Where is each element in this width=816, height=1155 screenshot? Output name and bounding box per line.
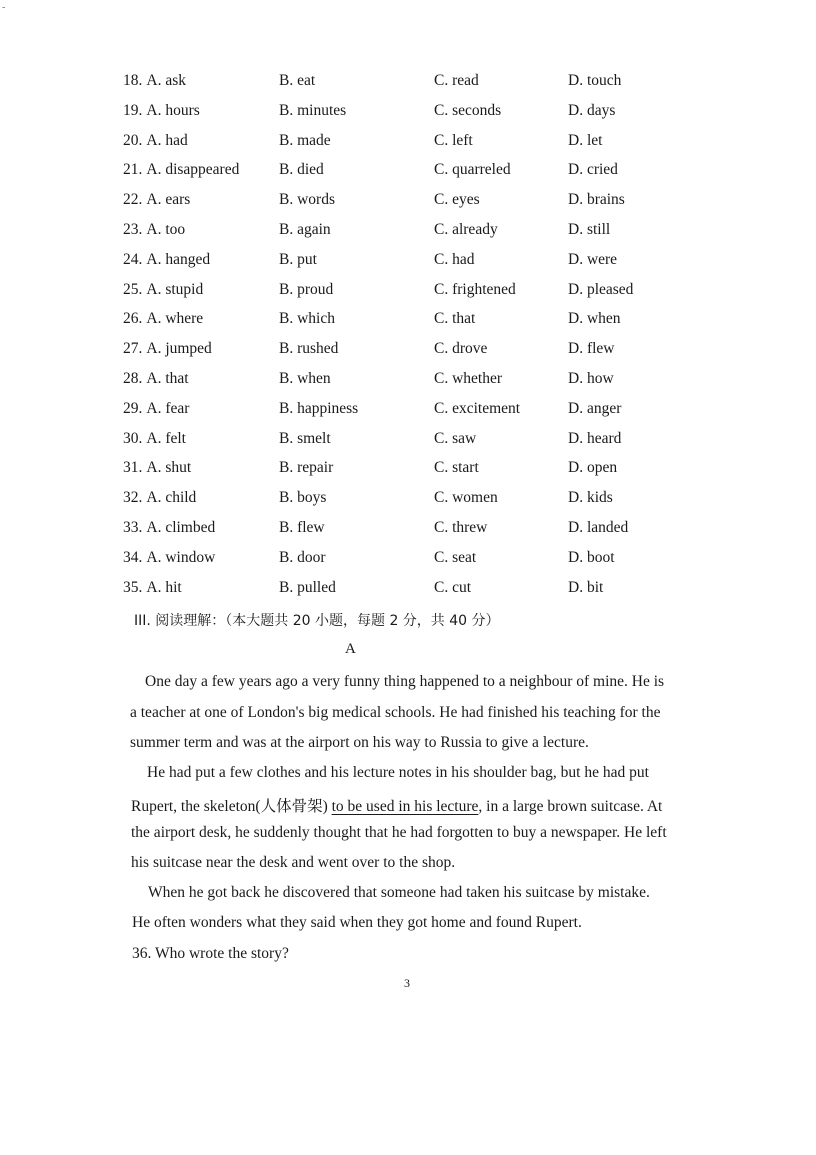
question-number: 20. — [123, 132, 143, 149]
question-number: 31. — [123, 459, 143, 476]
passage-line — [131, 794, 662, 816]
passage-line: One day a few years ago a very funny thing happened to a neighbour of mine. He is — [145, 673, 665, 690]
option-d: D. let — [568, 132, 603, 149]
question-number: 23. — [123, 221, 143, 238]
question-number: 29. — [123, 400, 143, 417]
option-a: A. shut — [146, 459, 192, 476]
option-b: B. flew — [279, 519, 325, 536]
option-d: D. landed — [568, 519, 629, 536]
question-row — [0, 132, 816, 156]
option-b: B. made — [279, 132, 331, 149]
option-d: D. open — [568, 459, 618, 476]
question-number-and-option-a — [123, 102, 200, 120]
option-c: C. read — [434, 72, 479, 89]
option-d: D. how — [568, 370, 614, 387]
option-c: C. had — [434, 251, 475, 268]
option-d: D. boot — [568, 549, 615, 566]
passage-line: the airport desk, he suddenly thought that he had forgotten to buy a newspaper. He left — [131, 824, 667, 841]
question-row — [0, 489, 816, 513]
corner-mark: - — [2, 2, 6, 13]
option-d: D. heard — [568, 430, 622, 447]
question-number-and-option-a — [123, 370, 189, 388]
question-row — [0, 72, 816, 96]
question-number: 18. — [123, 72, 143, 89]
question-number-and-option-a — [123, 310, 203, 328]
option-d: D. days — [568, 102, 616, 119]
option-a: A. hanged — [146, 251, 211, 268]
option-b: B. again — [279, 221, 331, 238]
question-number-and-option-a — [123, 251, 210, 269]
question-row — [0, 519, 816, 543]
option-d: D. kids — [568, 489, 613, 506]
question-number: 22. — [123, 191, 143, 208]
option-b: B. happiness — [279, 400, 359, 417]
option-b: B. eat — [279, 72, 316, 89]
option-d: D. brains — [568, 191, 625, 208]
question-number: 19. — [123, 102, 143, 119]
option-c: C. eyes — [434, 191, 480, 208]
question-number-and-option-a — [123, 340, 212, 358]
option-d: D. when — [568, 310, 621, 327]
question-row — [0, 459, 816, 483]
option-b: B. rushed — [279, 340, 339, 357]
option-b: B. pulled — [279, 579, 336, 596]
option-b: B. when — [279, 370, 331, 387]
option-c: C. left — [434, 132, 473, 149]
passage-line: his suitcase near the desk and went over to the shop. — [131, 854, 456, 871]
question-number-and-option-a — [123, 191, 190, 209]
option-c: C. that — [434, 310, 476, 327]
question-number: 30. — [123, 430, 143, 447]
option-a: A. that — [146, 370, 189, 387]
question-number: 35. — [123, 579, 143, 596]
question-number-and-option-a — [123, 281, 203, 299]
option-b: B. which — [279, 310, 335, 327]
option-a: A. too — [146, 221, 186, 238]
question-row — [0, 221, 816, 245]
question-number: 21. — [123, 161, 143, 178]
question-number: 25. — [123, 281, 143, 298]
section-title: III. 阅读理解：（本大题共 20 小题，每题 2 分，共 40 分） — [134, 613, 500, 629]
option-a: A. had — [146, 132, 188, 149]
option-c: C. saw — [434, 430, 477, 447]
option-b: B. put — [279, 251, 317, 268]
option-c: C. women — [434, 489, 498, 506]
passage-text: , in a large brown suitcase. At — [478, 798, 663, 815]
option-b: B. died — [279, 161, 324, 178]
option-b: B. door — [279, 549, 326, 566]
question-number: 33. — [123, 519, 143, 536]
option-d: D. bit — [568, 579, 604, 596]
option-a: A. ears — [146, 191, 191, 208]
passage-line: He had put a few clothes and his lecture notes in his shoulder bag, but he had put — [147, 764, 649, 781]
option-b: B. minutes — [279, 102, 347, 119]
option-c: C. start — [434, 459, 479, 476]
question-row — [0, 102, 816, 126]
question-number-and-option-a — [123, 221, 185, 239]
option-c: C. threw — [434, 519, 488, 536]
option-c: C. quarreled — [434, 161, 511, 178]
option-b: B. boys — [279, 489, 327, 506]
question-row — [0, 310, 816, 334]
question-number: 32. — [123, 489, 143, 506]
option-a: A. ask — [146, 72, 186, 89]
question-number-and-option-a — [123, 459, 191, 477]
question-number: 24. — [123, 251, 143, 268]
option-c: C. excitement — [434, 400, 521, 417]
option-b: B. proud — [279, 281, 334, 298]
option-d: D. anger — [568, 400, 622, 417]
passage-line: summer term and was at the airport on his way to Russia to give a lecture. — [130, 734, 589, 751]
option-a: A. disappeared — [146, 161, 240, 178]
passage-text: Rupert, the skeleton(人体骨架) — [131, 798, 332, 815]
question-row — [0, 251, 816, 275]
question-row — [0, 400, 816, 424]
question-number: 34. — [123, 549, 143, 566]
question-36: 36. Who wrote the story? — [132, 945, 289, 962]
question-row — [0, 161, 816, 185]
passage-line: When he got back he discovered that someone had taken his suitcase by mistake. — [148, 884, 650, 901]
option-b: B. words — [279, 191, 335, 208]
question-number-and-option-a — [123, 400, 189, 418]
option-a: A. hit — [146, 579, 182, 596]
page-number: 3 — [404, 976, 410, 990]
option-b: B. smelt — [279, 430, 331, 447]
option-c: C. seconds — [434, 102, 502, 119]
passage-label: A — [345, 641, 356, 657]
option-a: A. climbed — [146, 519, 216, 536]
question-number-and-option-a — [123, 161, 239, 179]
question-row — [0, 370, 816, 394]
question-number: 28. — [123, 370, 143, 387]
option-a: A. window — [146, 549, 216, 566]
passage-line: He often wonders what they said when they got home and found Rupert. — [132, 914, 582, 931]
option-c: C. frightened — [434, 281, 516, 298]
option-c: C. seat — [434, 549, 477, 566]
option-a: A. where — [146, 310, 204, 327]
option-a: A. child — [146, 489, 197, 506]
option-a: A. stupid — [146, 281, 204, 298]
question-number-and-option-a — [123, 72, 186, 90]
question-number-and-option-a — [123, 430, 186, 448]
question-row — [0, 340, 816, 364]
option-a: A. hours — [146, 102, 200, 119]
option-c: C. whether — [434, 370, 503, 387]
question-row — [0, 579, 816, 603]
option-a: A. jumped — [146, 340, 212, 357]
option-d: D. touch — [568, 72, 622, 89]
option-a: A. felt — [146, 430, 186, 447]
option-d: D. flew — [568, 340, 615, 357]
question-number-and-option-a — [123, 579, 182, 597]
underlined-phrase: to be used in his lecture — [331, 798, 479, 815]
question-row — [0, 430, 816, 454]
option-a: A. fear — [146, 400, 190, 417]
question-row — [0, 281, 816, 305]
question-number-and-option-a — [123, 549, 215, 567]
option-c: C. cut — [434, 579, 472, 596]
option-d: D. cried — [568, 161, 618, 178]
option-b: B. repair — [279, 459, 334, 476]
option-d: D. pleased — [568, 281, 634, 298]
question-row — [0, 191, 816, 215]
option-c: C. already — [434, 221, 498, 238]
passage-line: a teacher at one of London's big medical schools. He had finished his teaching for the — [130, 704, 661, 721]
question-number: 26. — [123, 310, 143, 327]
question-number-and-option-a — [123, 519, 215, 537]
question-number: 27. — [123, 340, 143, 357]
question-number-and-option-a — [123, 489, 196, 507]
option-d: D. still — [568, 221, 611, 238]
question-row — [0, 549, 816, 573]
option-d: D. were — [568, 251, 618, 268]
option-c: C. drove — [434, 340, 488, 357]
question-number-and-option-a — [123, 132, 188, 150]
